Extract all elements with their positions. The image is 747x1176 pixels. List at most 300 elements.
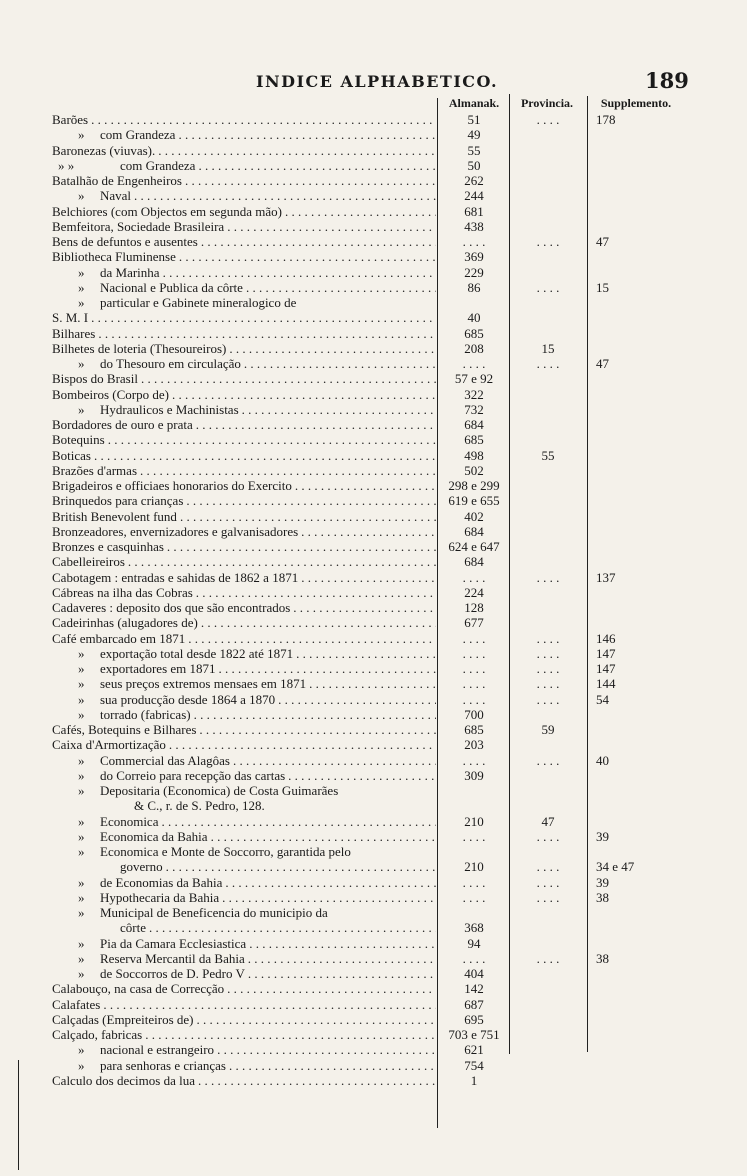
- entry-text: para senhoras e crianças: [100, 1058, 229, 1073]
- ditto-mark: »: [78, 706, 85, 722]
- entry-text: sua producção desde 1864 a 1870: [100, 692, 278, 707]
- almanak-page: 210: [464, 813, 484, 829]
- entry-text: Cadeirinhas (alugadores de): [52, 615, 201, 630]
- ditto-mark: »: [78, 1057, 85, 1073]
- provincia-page: . . . .: [536, 859, 560, 875]
- entry-text: Calafates: [52, 997, 103, 1012]
- entry-text: Economica: [100, 814, 161, 829]
- index-entry: [0, 875, 747, 890]
- index-entry: [0, 737, 747, 752]
- ditto-mark: »: [78, 905, 85, 920]
- almanak-page: 94: [467, 935, 481, 951]
- entry-text: de Soccorros de D. Pedro V: [100, 966, 248, 981]
- almanak-page: 57 e 92: [454, 371, 494, 387]
- index-entry: [0, 463, 747, 478]
- supplemento-page: 38: [596, 889, 609, 905]
- supplemento-page: 15: [596, 279, 609, 295]
- entry-label: [100, 295, 436, 310]
- entry-text: Economica da Bahia: [100, 829, 211, 844]
- index-entry: [0, 448, 747, 463]
- entry-text: Calculo dos decimos da lua: [52, 1073, 198, 1088]
- ditto-mark: » »: [58, 157, 75, 173]
- index-entry: [0, 1042, 747, 1057]
- almanak-page: . . . .: [462, 691, 486, 707]
- almanak-page: 128: [464, 600, 484, 615]
- entry-label: [52, 737, 436, 752]
- entry-label: [52, 722, 436, 737]
- provincia-page: . . . .: [536, 874, 560, 890]
- entry-text: Economica e Monte de Soccorro, garantida pelo: [100, 844, 354, 859]
- provincia-page: 47: [541, 813, 555, 829]
- entry-text: Bronzeadores, envernizadores e galvanisadores: [52, 524, 301, 539]
- entry-text: particular e Gabinete mineralogico de: [100, 295, 299, 310]
- entry-label: [52, 341, 436, 356]
- almanak-page: . . . .: [462, 874, 486, 890]
- entry-label: [52, 112, 436, 127]
- entry-label: [52, 570, 436, 585]
- entry-text: com Grandeza: [120, 158, 198, 173]
- entry-label: [100, 905, 436, 920]
- provincia-page: 55: [541, 447, 555, 463]
- almanak-page: 50: [467, 157, 481, 173]
- entry-text: Cábreas na ilha das Cobras: [52, 585, 196, 600]
- ditto-mark: »: [78, 645, 85, 661]
- index-entry: [0, 570, 747, 585]
- entry-text: Nacional e Publica da côrte: [100, 280, 246, 295]
- entry-label: [120, 158, 436, 173]
- entry-label: [52, 234, 436, 249]
- entry-text: Bemfeitora, Sociedade Brasileira: [52, 219, 227, 234]
- entry-label: [52, 1027, 436, 1042]
- entry-label: [52, 524, 436, 539]
- almanak-page: 684: [464, 417, 484, 432]
- entry-label: [100, 768, 436, 783]
- almanak-page: 244: [464, 188, 484, 204]
- ditto-mark: »: [78, 401, 85, 417]
- index-entry: [0, 844, 747, 859]
- entry-text: do Correio para recepção das cartas: [100, 768, 288, 783]
- index-entry: [0, 966, 747, 981]
- index-entry: [0, 112, 747, 127]
- almanak-page: 684: [464, 554, 484, 570]
- entry-text: Belchiores (com Objectos em segunda mão): [52, 204, 285, 219]
- supplemento-page: 39: [596, 828, 609, 844]
- entry-text: com Grandeza: [100, 127, 178, 142]
- supplemento-page: 39: [596, 874, 609, 890]
- entry-text: Calçado, fabricas: [52, 1027, 145, 1042]
- index-entry: [0, 493, 747, 508]
- entry-label: [100, 402, 436, 417]
- almanak-page: 732: [464, 401, 484, 417]
- index-entry: [0, 981, 747, 996]
- index-entry: [0, 158, 747, 173]
- entry-label: [100, 890, 436, 905]
- index-entry: [0, 265, 747, 280]
- entry-label: [100, 1058, 436, 1073]
- index-entry: [0, 814, 747, 829]
- entry-label: [52, 249, 436, 264]
- ditto-mark: »: [78, 813, 85, 829]
- entry-text: Batalhão de Engenheiros: [52, 173, 185, 188]
- provincia-page: . . . .: [536, 630, 560, 646]
- almanak-page: 51: [467, 112, 481, 127]
- entry-text: Bibliotheca Fluminense: [52, 249, 179, 264]
- provincia-page: . . . .: [536, 691, 560, 707]
- almanak-page: 754: [464, 1057, 484, 1073]
- supplemento-page: 147: [596, 645, 616, 661]
- index-entry: [0, 753, 747, 768]
- index-entry: [0, 829, 747, 844]
- entry-label: [100, 951, 436, 966]
- ditto-mark: »: [78, 752, 85, 768]
- page-header: [0, 70, 747, 96]
- entry-label: [52, 326, 436, 341]
- almanak-page: 402: [464, 508, 484, 524]
- ditto-mark: »: [78, 935, 85, 951]
- almanak-page: 685: [464, 432, 484, 448]
- entry-text: & C., r. de S. Pedro, 128.: [134, 798, 268, 813]
- entry-text: British Benevolent fund: [52, 509, 180, 524]
- almanak-page: 624 e 647: [448, 539, 500, 554]
- entry-text: Brigadeiros e officiaes honorarios do Exercito: [52, 478, 295, 493]
- almanak-page: 368: [464, 920, 484, 936]
- entry-text: Barões: [52, 112, 91, 127]
- page-title: INDICE ALPHABETICO.: [256, 72, 499, 91]
- ditto-mark: »: [78, 783, 85, 798]
- entry-label: [52, 585, 436, 600]
- entry-label: [100, 814, 436, 829]
- entry-text: S. M. I: [52, 310, 91, 325]
- entry-text: Reserva Mercantil da Bahia: [100, 951, 248, 966]
- entry-label: [100, 966, 436, 981]
- provincia-page: 59: [541, 722, 555, 737]
- entry-text: exportadores em 1871: [100, 661, 219, 676]
- entry-label: [100, 783, 436, 798]
- index-entry: [0, 1027, 747, 1042]
- almanak-page: 298 e 299: [448, 478, 500, 493]
- entry-label: [100, 753, 436, 768]
- ditto-mark: »: [78, 295, 85, 310]
- entry-text: côrte: [120, 920, 149, 935]
- index-entry: [0, 295, 747, 310]
- almanak-page: 210: [464, 859, 484, 875]
- entry-text: Cabelleireiros: [52, 554, 128, 569]
- index-entry: [0, 798, 747, 813]
- entry-text: governo: [120, 859, 166, 874]
- entry-text: Naval: [100, 188, 134, 203]
- entry-text: Brinquedos para crianças: [52, 493, 186, 508]
- entry-label: [100, 844, 436, 859]
- ditto-mark: »: [78, 676, 85, 692]
- entry-text: torrado (fabricas): [100, 707, 194, 722]
- entry-label: [100, 265, 436, 280]
- provincia-page: . . . .: [536, 569, 560, 585]
- entry-label: [100, 829, 436, 844]
- supplemento-page: 47: [596, 234, 609, 249]
- supplemento-page: 144: [596, 676, 616, 692]
- index-entry: [0, 676, 747, 691]
- index-entry: [0, 631, 747, 646]
- almanak-page: . . . .: [462, 645, 486, 661]
- almanak-page: . . . .: [462, 752, 486, 768]
- index-entry: [0, 859, 747, 874]
- almanak-page: 502: [464, 462, 484, 478]
- entry-label: [52, 615, 436, 630]
- index-entry: [0, 951, 747, 966]
- entry-text: Cabotagem : entradas e sahidas de 1862 a 1871: [52, 570, 301, 585]
- index-entry: [0, 936, 747, 951]
- entry-text: Café embarcado em 1871: [52, 631, 188, 646]
- entry-label: [52, 1012, 436, 1027]
- index-entry: [0, 280, 747, 295]
- entry-text: Botequins: [52, 432, 108, 447]
- entry-label: [52, 448, 436, 463]
- almanak-page: 677: [464, 615, 484, 631]
- column-header-provincia: Provincia.: [520, 96, 574, 110]
- ditto-mark: »: [78, 767, 85, 783]
- index-entry: [0, 768, 747, 783]
- provincia-page: . . . .: [536, 676, 560, 692]
- ditto-mark: »: [78, 264, 85, 280]
- index-entry: [0, 524, 747, 539]
- almanak-page: . . . .: [462, 828, 486, 844]
- entry-label: [120, 859, 436, 874]
- entry-label: [100, 692, 436, 707]
- entry-label: [52, 310, 436, 325]
- almanak-page: . . . .: [462, 569, 486, 585]
- almanak-page: 49: [467, 127, 481, 143]
- ditto-mark: »: [78, 356, 85, 371]
- almanak-page: 684: [464, 523, 484, 539]
- ditto-mark: »: [78, 966, 85, 981]
- index-entry: [0, 478, 747, 493]
- index-entry: [0, 539, 747, 554]
- entry-label: [52, 173, 436, 188]
- almanak-page: . . . .: [462, 630, 486, 646]
- ditto-mark: »: [78, 1042, 85, 1058]
- entry-text: Calabouço, na casa de Correcção: [52, 981, 227, 996]
- index-entry: [0, 387, 747, 402]
- entry-text: Caixa d'Armortização: [52, 737, 169, 752]
- supplemento-page: 47: [596, 356, 609, 371]
- entry-text: Hydraulicos e Machinistas: [100, 402, 242, 417]
- ditto-mark: »: [78, 691, 85, 707]
- almanak-page: 685: [464, 325, 484, 341]
- entry-label: [52, 478, 436, 493]
- entry-text: Bombeiros (Corpo de): [52, 387, 172, 402]
- almanak-page: 86: [467, 279, 481, 295]
- provincia-page: 15: [541, 340, 555, 356]
- entry-label: [120, 920, 436, 935]
- provincia-page: . . . .: [536, 661, 560, 676]
- almanak-page: 703 e 751: [448, 1027, 500, 1042]
- entry-text: do Thesouro em circulação: [100, 356, 244, 371]
- entry-text: Bordadores de ouro e prata: [52, 417, 196, 432]
- entry-label: [52, 387, 436, 402]
- index-entry: [0, 432, 747, 447]
- entry-label: [100, 1042, 436, 1057]
- supplemento-page: 34 e 47: [596, 859, 635, 875]
- entry-label: [52, 204, 436, 219]
- entry-label: [100, 676, 436, 691]
- index-entry: [0, 722, 747, 737]
- almanak-page: 322: [464, 386, 484, 402]
- almanak-page: 203: [464, 737, 484, 753]
- almanak-page: 681: [464, 203, 484, 219]
- index-entry: [0, 554, 747, 569]
- entry-text: Pia da Camara Ecclesiastica: [100, 936, 249, 951]
- index-entry: [0, 417, 747, 432]
- ditto-mark: »: [78, 844, 85, 859]
- ditto-mark: »: [78, 188, 85, 204]
- almanak-page: . . . .: [462, 356, 486, 371]
- almanak-page: 1: [470, 1072, 478, 1088]
- column-header-almanak: Almanak.: [448, 96, 500, 110]
- entry-label: [134, 798, 436, 813]
- almanak-page: 621: [464, 1042, 484, 1058]
- entry-text: Depositaria (Economica) de Costa Guimarães: [100, 783, 341, 798]
- almanak-page: 404: [464, 966, 484, 981]
- index-entry: [0, 997, 747, 1012]
- ditto-mark: »: [78, 950, 85, 966]
- index-entry: [0, 341, 747, 356]
- provincia-page: . . . .: [536, 356, 560, 371]
- almanak-page: 208: [464, 340, 484, 356]
- entry-label: [52, 539, 436, 554]
- index-entry: [0, 234, 747, 249]
- entry-text: Cadaveres : deposito dos que são encontrados: [52, 600, 293, 615]
- column-header-supplemento: Supplemento.: [600, 96, 672, 110]
- almanak-page: . . . .: [462, 661, 486, 676]
- entry-label: [52, 463, 436, 478]
- index-entry: [0, 310, 747, 325]
- ditto-mark: »: [78, 828, 85, 844]
- entry-text: Bronzes e casquinhas: [52, 539, 167, 554]
- provincia-page: . . . .: [536, 889, 560, 905]
- supplemento-page: 178: [596, 112, 616, 127]
- index-entry: [0, 1073, 747, 1088]
- almanak-page: 498: [464, 447, 484, 463]
- almanak-page: 695: [464, 1011, 484, 1027]
- entry-text: da Marinha: [100, 265, 163, 280]
- ditto-mark: »: [78, 874, 85, 890]
- entry-text: Commercial das Alagôas: [100, 753, 233, 768]
- entry-label: [100, 707, 436, 722]
- entry-text: nacional e estrangeiro: [100, 1042, 217, 1057]
- entry-label: [52, 219, 436, 234]
- almanak-page: 142: [464, 981, 484, 997]
- index-entry: [0, 707, 747, 722]
- index-entry: [0, 371, 747, 386]
- almanak-page: . . . .: [462, 950, 486, 966]
- index-entry: [0, 143, 747, 158]
- ditto-mark: »: [78, 279, 85, 295]
- index-entry: [0, 1012, 747, 1027]
- almanak-page: . . . .: [462, 234, 486, 249]
- index-entry: [0, 356, 747, 371]
- almanak-page: 262: [464, 173, 484, 188]
- entry-text: exportação total desde 1822 até 1871: [100, 646, 296, 661]
- supplemento-page: 147: [596, 661, 616, 676]
- index-entry: [0, 249, 747, 264]
- entry-label: [100, 936, 436, 951]
- index-entry: [0, 204, 747, 219]
- almanak-page: 700: [464, 706, 484, 722]
- entry-label: [52, 371, 436, 386]
- almanak-page: . . . .: [462, 889, 486, 905]
- provincia-page: . . . .: [536, 112, 560, 127]
- entry-text: Baronezas (viuvas).: [52, 143, 158, 158]
- entry-label: [100, 646, 436, 661]
- entry-label: [100, 280, 436, 295]
- index-entry: [0, 646, 747, 661]
- almanak-page: 687: [464, 996, 484, 1012]
- page-number: 189: [645, 68, 689, 93]
- entry-text: Boticas: [52, 448, 94, 463]
- almanak-page: 619 e 655: [448, 493, 500, 509]
- index-entry: [0, 402, 747, 417]
- almanak-page: 40: [467, 310, 481, 326]
- entry-label: [52, 432, 436, 447]
- entry-text: Hypothecaria da Bahia: [100, 890, 222, 905]
- supplemento-page: 38: [596, 950, 609, 966]
- supplemento-page: 40: [596, 752, 609, 768]
- entry-label: [100, 661, 436, 676]
- index-entry: [0, 905, 747, 920]
- almanak-page: 369: [464, 249, 484, 265]
- provincia-page: . . . .: [536, 752, 560, 768]
- provincia-page: . . . .: [536, 279, 560, 295]
- entry-label: [52, 554, 436, 569]
- index-entry: [0, 1058, 747, 1073]
- entry-label: [52, 493, 436, 508]
- index-entries: [0, 112, 747, 1088]
- index-entry: [0, 692, 747, 707]
- almanak-page: 55: [467, 142, 481, 158]
- entry-label: [52, 600, 436, 615]
- entry-label: [52, 997, 436, 1012]
- entry-label: [100, 356, 436, 371]
- index-entry: [0, 615, 747, 630]
- almanak-page: 224: [464, 584, 484, 600]
- entry-label: [100, 188, 436, 203]
- index-entry: [0, 783, 747, 798]
- entry-label: [52, 143, 436, 158]
- index-entry: [0, 326, 747, 341]
- entry-label: [52, 981, 436, 996]
- entry-text: Brazões d'armas: [52, 463, 140, 478]
- entry-text: Bilhares: [52, 326, 98, 341]
- provincia-page: . . . .: [536, 645, 560, 661]
- ditto-mark: »: [78, 661, 85, 676]
- provincia-page: . . . .: [536, 828, 560, 844]
- supplemento-page: 137: [596, 569, 616, 585]
- ditto-mark: »: [78, 889, 85, 905]
- almanak-page: 309: [464, 767, 484, 783]
- almanak-page: . . . .: [462, 676, 486, 692]
- entry-text: Bispos do Brasil: [52, 371, 141, 386]
- index-entry: [0, 127, 747, 142]
- entry-label: [100, 127, 436, 142]
- entry-label: [100, 875, 436, 890]
- provincia-page: . . . .: [536, 234, 560, 249]
- entry-label: [52, 417, 436, 432]
- entry-label: [52, 509, 436, 524]
- provincia-page: . . . .: [536, 950, 560, 966]
- index-entry: [0, 219, 747, 234]
- index-entry: [0, 509, 747, 524]
- entry-label: [52, 631, 436, 646]
